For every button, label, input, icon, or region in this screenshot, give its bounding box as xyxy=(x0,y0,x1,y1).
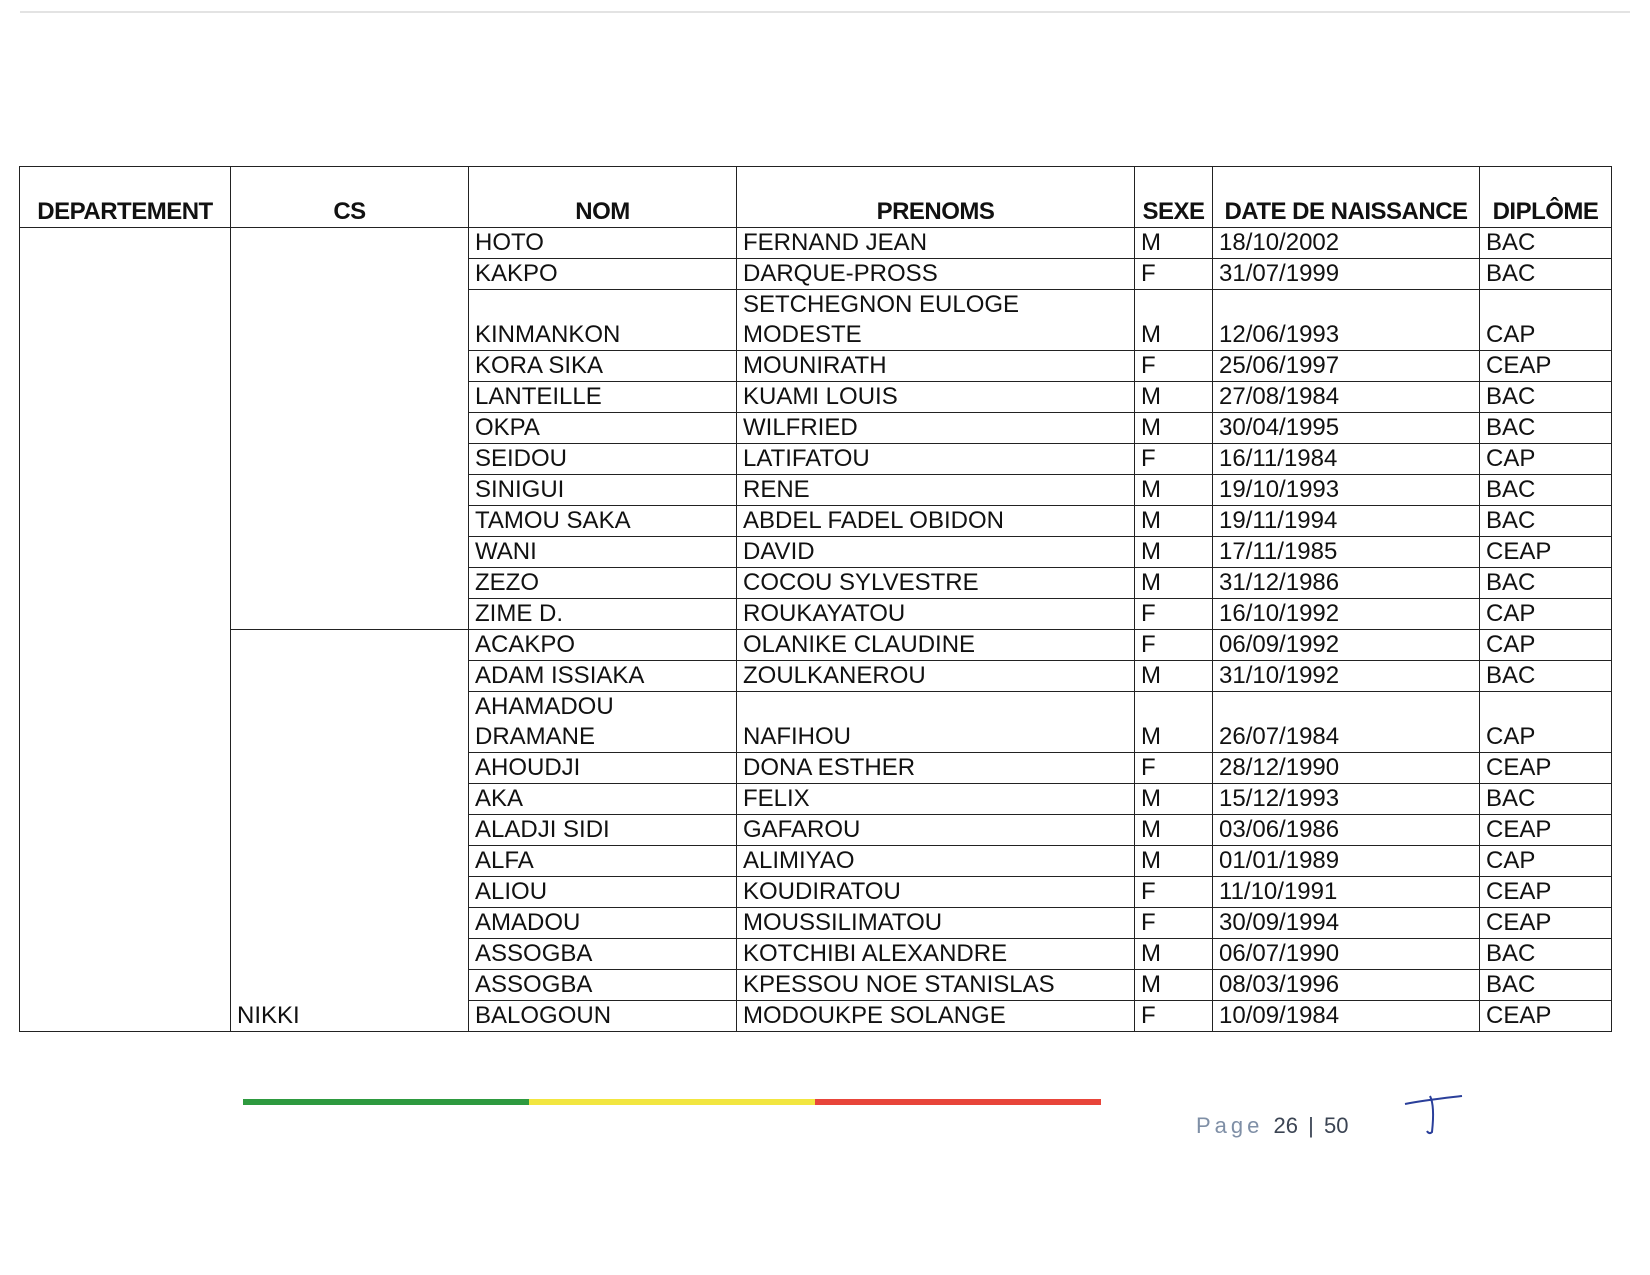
cell-sexe: M xyxy=(1135,290,1213,351)
cell-diplome: CEAP xyxy=(1480,351,1612,382)
cell-diplome: CAP xyxy=(1480,846,1612,877)
header-diplome: DIPLÔME xyxy=(1480,167,1612,228)
cell-date-naissance: 28/12/1990 xyxy=(1213,753,1480,784)
cell-prenoms: MOUNIRATH xyxy=(737,351,1135,382)
flag-color-bar xyxy=(243,1099,1101,1105)
top-rule xyxy=(20,11,1630,13)
cell-prenoms: ROUKAYATOU xyxy=(737,599,1135,630)
cell-prenoms: MOUSSILIMATOU xyxy=(737,908,1135,939)
cell-date-naissance: 06/09/1992 xyxy=(1213,630,1480,661)
cell-prenoms: MODOUKPE SOLANGE xyxy=(737,1001,1135,1032)
cell-sexe: F xyxy=(1135,753,1213,784)
candidates-table xyxy=(19,166,1612,1032)
cell-nom: SEIDOU xyxy=(469,444,737,475)
cell-date-naissance: 31/10/1992 xyxy=(1213,661,1480,692)
flag-bar-yellow xyxy=(529,1099,815,1105)
cell-prenoms: KUAMI LOUIS xyxy=(737,382,1135,413)
cell-nom: WANI xyxy=(469,537,737,568)
cell-nom: ACAKPO xyxy=(469,630,737,661)
flag-bar-green xyxy=(243,1099,529,1105)
cell-prenoms: FELIX xyxy=(737,784,1135,815)
table-row xyxy=(20,630,1612,661)
cs-cell: NIKKI xyxy=(231,630,469,1032)
cell-diplome: BAC xyxy=(1480,413,1612,444)
cell-date-naissance: 01/01/1989 xyxy=(1213,846,1480,877)
cell-nom: ZIME D. xyxy=(469,599,737,630)
cs-cell xyxy=(231,228,469,630)
cell-diplome: BAC xyxy=(1480,259,1612,290)
cell-date-naissance: 27/08/1984 xyxy=(1213,382,1480,413)
cell-date-naissance: 18/10/2002 xyxy=(1213,228,1480,259)
cell-sexe: M xyxy=(1135,568,1213,599)
cell-nom: KAKPO xyxy=(469,259,737,290)
cell-sexe: M xyxy=(1135,970,1213,1001)
cell-sexe: M xyxy=(1135,537,1213,568)
header-date-naissance: DATE DE NAISSANCE xyxy=(1213,167,1480,228)
cell-date-naissance: 10/09/1984 xyxy=(1213,1001,1480,1032)
cell-nom: ASSOGBA xyxy=(469,939,737,970)
cell-prenoms: LATIFATOU xyxy=(737,444,1135,475)
cell-nom: KINMANKON xyxy=(469,290,737,351)
cell-diplome: CAP xyxy=(1480,444,1612,475)
cell-prenoms: RENE xyxy=(737,475,1135,506)
cell-prenoms: FERNAND JEAN xyxy=(737,228,1135,259)
cell-diplome: CAP xyxy=(1480,692,1612,753)
cell-sexe: M xyxy=(1135,228,1213,259)
cell-sexe: F xyxy=(1135,630,1213,661)
cell-nom: AKA xyxy=(469,784,737,815)
cell-sexe: M xyxy=(1135,815,1213,846)
cell-diplome: CAP xyxy=(1480,290,1612,351)
cell-date-naissance: 16/11/1984 xyxy=(1213,444,1480,475)
cell-date-naissance: 03/06/1986 xyxy=(1213,815,1480,846)
cell-date-naissance: 16/10/1992 xyxy=(1213,599,1480,630)
cell-date-naissance: 11/10/1991 xyxy=(1213,877,1480,908)
cell-date-naissance: 19/10/1993 xyxy=(1213,475,1480,506)
cell-nom: AMADOU xyxy=(469,908,737,939)
cell-diplome: CAP xyxy=(1480,599,1612,630)
cell-sexe: F xyxy=(1135,1001,1213,1032)
table-body xyxy=(20,228,1612,1032)
cell-nom: AHAMADOU DRAMANE xyxy=(469,692,737,753)
cell-prenoms: ZOULKANEROU xyxy=(737,661,1135,692)
cell-prenoms: KOTCHIBI ALEXANDRE xyxy=(737,939,1135,970)
cell-diplome: BAC xyxy=(1480,228,1612,259)
page-current: 26 xyxy=(1273,1113,1298,1138)
cell-date-naissance: 06/07/1990 xyxy=(1213,939,1480,970)
header-cs: CS xyxy=(231,167,469,228)
cell-prenoms: DARQUE-PROSS xyxy=(737,259,1135,290)
cell-nom: HOTO xyxy=(469,228,737,259)
cell-diplome: CEAP xyxy=(1480,815,1612,846)
header-row xyxy=(20,167,1612,228)
page-word: Page xyxy=(1196,1113,1264,1138)
header-prenoms: PRENOMS xyxy=(737,167,1135,228)
cell-prenoms: DONA ESTHER xyxy=(737,753,1135,784)
cell-date-naissance: 25/06/1997 xyxy=(1213,351,1480,382)
page-number xyxy=(1196,1113,1348,1139)
cell-prenoms: OLANIKE CLAUDINE xyxy=(737,630,1135,661)
cell-nom: OKPA xyxy=(469,413,737,444)
cell-sexe: F xyxy=(1135,444,1213,475)
cell-nom: LANTEILLE xyxy=(469,382,737,413)
cell-sexe: F xyxy=(1135,877,1213,908)
cell-prenoms: SETCHEGNON EULOGE MODESTE xyxy=(737,290,1135,351)
cell-date-naissance: 08/03/1996 xyxy=(1213,970,1480,1001)
cell-diplome: CEAP xyxy=(1480,753,1612,784)
cell-prenoms: NAFIHOU xyxy=(737,692,1135,753)
cell-sexe: F xyxy=(1135,599,1213,630)
cell-sexe: M xyxy=(1135,784,1213,815)
cell-date-naissance: 30/09/1994 xyxy=(1213,908,1480,939)
departement-cell xyxy=(20,228,231,1032)
cell-date-naissance: 26/07/1984 xyxy=(1213,692,1480,753)
cell-date-naissance: 17/11/1985 xyxy=(1213,537,1480,568)
cell-nom: ASSOGBA xyxy=(469,970,737,1001)
cell-diplome: BAC xyxy=(1480,506,1612,537)
cell-diplome: CEAP xyxy=(1480,877,1612,908)
cell-prenoms: WILFRIED xyxy=(737,413,1135,444)
cell-diplome: BAC xyxy=(1480,568,1612,599)
cell-nom: BALOGOUN xyxy=(469,1001,737,1032)
cell-prenoms: DAVID xyxy=(737,537,1135,568)
cell-diplome: CEAP xyxy=(1480,537,1612,568)
cell-sexe: M xyxy=(1135,692,1213,753)
table-row xyxy=(20,228,1612,259)
cell-sexe: M xyxy=(1135,939,1213,970)
cell-diplome: BAC xyxy=(1480,661,1612,692)
page-total: 50 xyxy=(1323,1113,1349,1138)
cell-sexe: M xyxy=(1135,661,1213,692)
cell-diplome: BAC xyxy=(1480,939,1612,970)
cell-prenoms: COCOU SYLVESTRE xyxy=(737,568,1135,599)
cell-sexe: M xyxy=(1135,506,1213,537)
header-sexe: SEXE xyxy=(1135,167,1213,228)
cell-date-naissance: 31/07/1999 xyxy=(1213,259,1480,290)
cell-date-naissance: 15/12/1993 xyxy=(1213,784,1480,815)
cell-diplome: CEAP xyxy=(1480,908,1612,939)
page-separator: | xyxy=(1308,1113,1314,1138)
cell-diplome: BAC xyxy=(1480,784,1612,815)
cell-prenoms: KOUDIRATOU xyxy=(737,877,1135,908)
cell-sexe: F xyxy=(1135,908,1213,939)
cell-nom: ALADJI SIDI xyxy=(469,815,737,846)
cell-sexe: M xyxy=(1135,382,1213,413)
cell-sexe: M xyxy=(1135,846,1213,877)
cell-nom: ZEZO xyxy=(469,568,737,599)
cell-sexe: F xyxy=(1135,259,1213,290)
cell-date-naissance: 19/11/1994 xyxy=(1213,506,1480,537)
cell-diplome: CAP xyxy=(1480,630,1612,661)
signature-mark xyxy=(1400,1090,1470,1140)
cell-date-naissance: 31/12/1986 xyxy=(1213,568,1480,599)
cell-nom: ALIOU xyxy=(469,877,737,908)
cell-diplome: BAC xyxy=(1480,382,1612,413)
header-nom: NOM xyxy=(469,167,737,228)
cell-prenoms: ALIMIYAO xyxy=(737,846,1135,877)
cell-nom: ALFA xyxy=(469,846,737,877)
cell-sexe: M xyxy=(1135,413,1213,444)
cell-diplome: CEAP xyxy=(1480,1001,1612,1032)
cell-diplome: BAC xyxy=(1480,475,1612,506)
cell-nom: SINIGUI xyxy=(469,475,737,506)
cell-sexe: F xyxy=(1135,351,1213,382)
cell-date-naissance: 30/04/1995 xyxy=(1213,413,1480,444)
cell-prenoms: GAFAROU xyxy=(737,815,1135,846)
cell-diplome: BAC xyxy=(1480,970,1612,1001)
cell-prenoms: ABDEL FADEL OBIDON xyxy=(737,506,1135,537)
cell-nom: KORA SIKA xyxy=(469,351,737,382)
header-departement: DEPARTEMENT xyxy=(20,167,231,228)
cell-date-naissance: 12/06/1993 xyxy=(1213,290,1480,351)
cell-nom: ADAM ISSIAKA xyxy=(469,661,737,692)
flag-bar-red xyxy=(815,1099,1101,1105)
cell-sexe: M xyxy=(1135,475,1213,506)
cell-nom: TAMOU SAKA xyxy=(469,506,737,537)
cell-nom: AHOUDJI xyxy=(469,753,737,784)
cell-prenoms: KPESSOU NOE STANISLAS xyxy=(737,970,1135,1001)
